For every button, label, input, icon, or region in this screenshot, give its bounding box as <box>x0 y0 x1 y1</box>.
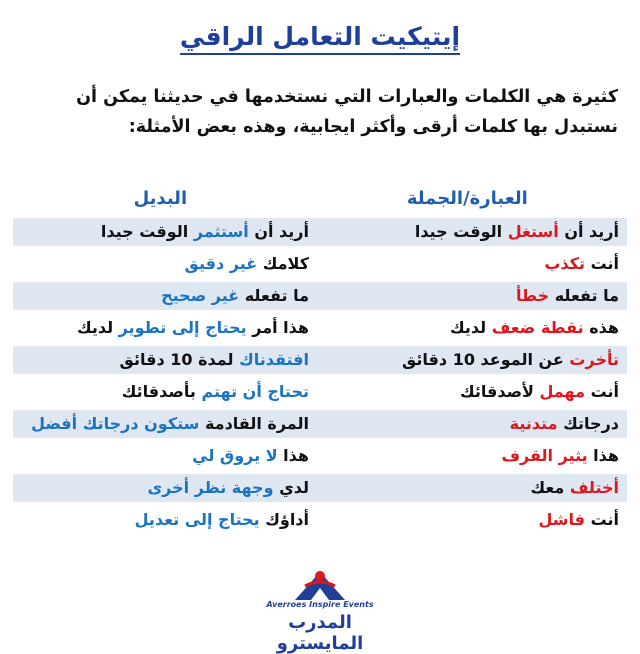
phrase-text: درجاتك <box>557 414 619 433</box>
alternative-phrase-cell <box>19 442 309 470</box>
original-phrase-cell <box>329 474 619 502</box>
table-row <box>13 506 627 534</box>
phrase-text: كلامك <box>257 254 309 273</box>
alternative-phrase-cell <box>19 346 309 374</box>
highlighted-negative-word: تكذب <box>544 254 585 273</box>
phrase-text: الوقت جيدا <box>414 222 508 241</box>
highlighted-negative-word: نقطة ضعف <box>491 318 584 337</box>
phrase-text: أنت <box>585 510 619 529</box>
logo-name: المدرب المايسترو <box>276 612 364 654</box>
original-phrase-cell <box>329 378 619 406</box>
table-row <box>13 282 627 310</box>
highlighted-positive-word: افتقدناك <box>239 350 309 369</box>
table-row <box>13 346 627 374</box>
page-title-text: إيتيكيت التعامل الراقي <box>180 22 460 55</box>
original-phrase-cell <box>329 250 619 278</box>
original-phrase-cell <box>329 282 619 310</box>
table-row <box>13 314 627 342</box>
original-phrase-cell <box>329 218 619 246</box>
table-row <box>13 378 627 406</box>
logo-mark-icon <box>265 566 375 602</box>
highlighted-negative-word: أختلف <box>569 478 619 497</box>
phrase-text: لمدة 10 دقائق <box>119 350 240 369</box>
logo-brand: Averroes Inspire Events <box>266 600 374 609</box>
highlighted-positive-word: يحتاج إلى تطوير <box>118 318 247 337</box>
phrase-text: لأصدقائك <box>459 382 540 401</box>
phrase-text: هذه <box>583 318 619 337</box>
highlighted-positive-word: وجهة نظر أخرى <box>147 478 274 497</box>
highlighted-positive-word: أستثمر <box>193 222 249 241</box>
table-body <box>13 218 627 534</box>
highlighted-positive-word: غير دقيق <box>184 254 258 273</box>
phrase-text: لدي <box>273 478 309 497</box>
phrase-text: أنت <box>585 382 619 401</box>
original-phrase-cell <box>329 506 619 534</box>
alternative-phrase-cell <box>19 314 309 342</box>
phrase-text: لديك <box>449 318 492 337</box>
phrases-table <box>13 180 627 538</box>
highlighted-negative-word: خطأ <box>516 286 550 305</box>
table-row <box>13 218 627 246</box>
intro-paragraph: كثيرة هي الكلمات والعبارات التي نستخدمها في حديثنا يمكن أن نستبدل بها كلمات أرقى وأكثر ايجابية، وهذه بعض الأمثلة: <box>76 87 618 137</box>
alternative-column-header-cell <box>13 180 308 218</box>
highlighted-positive-word: ستكون درجاتك أفضل <box>31 414 200 433</box>
highlighted-positive-word: لا يروق لي <box>192 446 278 465</box>
phrase-text: أنت <box>585 254 619 273</box>
table-row <box>13 250 627 278</box>
highlighted-negative-word: فاشل <box>538 510 585 529</box>
table-row <box>13 474 627 502</box>
highlighted-positive-word: غير صحيح <box>161 286 240 305</box>
alternative-phrase-cell <box>19 474 309 502</box>
phrase-text: أداؤك <box>259 510 309 529</box>
highlighted-positive-word: تحتاج أن تهتم <box>201 382 309 401</box>
table-row <box>13 442 627 470</box>
phrase-text: بأصدقائك <box>121 382 202 401</box>
original-phrase-cell <box>329 314 619 342</box>
alternative-phrase-cell <box>19 282 309 310</box>
alternative-column-header: البديل <box>133 188 188 209</box>
phrase-text: أريد أن <box>248 222 309 241</box>
highlighted-negative-word: تأخرت <box>569 350 619 369</box>
table-row <box>13 410 627 438</box>
phrase-text: ما تفعله <box>239 286 309 305</box>
original-phrase-cell <box>329 442 619 470</box>
highlighted-negative-word: متدنية <box>509 414 558 433</box>
phrase-text: عن الموعد 10 دقائق <box>401 350 570 369</box>
original-column-header-cell <box>308 180 627 218</box>
phrase-text: ما تفعله <box>549 286 619 305</box>
highlighted-negative-word: يثير القرف <box>501 446 588 465</box>
highlighted-positive-word: يحتاج إلى تعديل <box>134 510 260 529</box>
logo <box>265 566 375 654</box>
phrase-text: هذا أمر <box>246 318 309 337</box>
phrase-text: المرة القادمة <box>199 414 309 433</box>
alternative-phrase-cell <box>19 506 309 534</box>
alternative-phrase-cell <box>19 410 309 438</box>
alternative-phrase-cell <box>19 250 309 278</box>
alternative-phrase-cell <box>19 378 309 406</box>
highlighted-negative-word: أستغل <box>507 222 559 241</box>
original-column-header: العبارة/الجملة <box>406 188 528 209</box>
phrase-text: لديك <box>76 318 119 337</box>
alternative-phrase-cell <box>19 218 309 246</box>
phrase-text: أريد أن <box>558 222 619 241</box>
phrase-text: هذا <box>587 446 619 465</box>
highlighted-negative-word: مهمل <box>539 382 585 401</box>
original-phrase-cell <box>329 410 619 438</box>
original-phrase-cell <box>329 346 619 374</box>
phrase-text: الوقت جيدا <box>100 222 194 241</box>
phrase-text: هذا <box>277 446 309 465</box>
phrase-text: معك <box>530 478 570 497</box>
table-header <box>13 180 627 218</box>
page-title <box>0 22 640 51</box>
